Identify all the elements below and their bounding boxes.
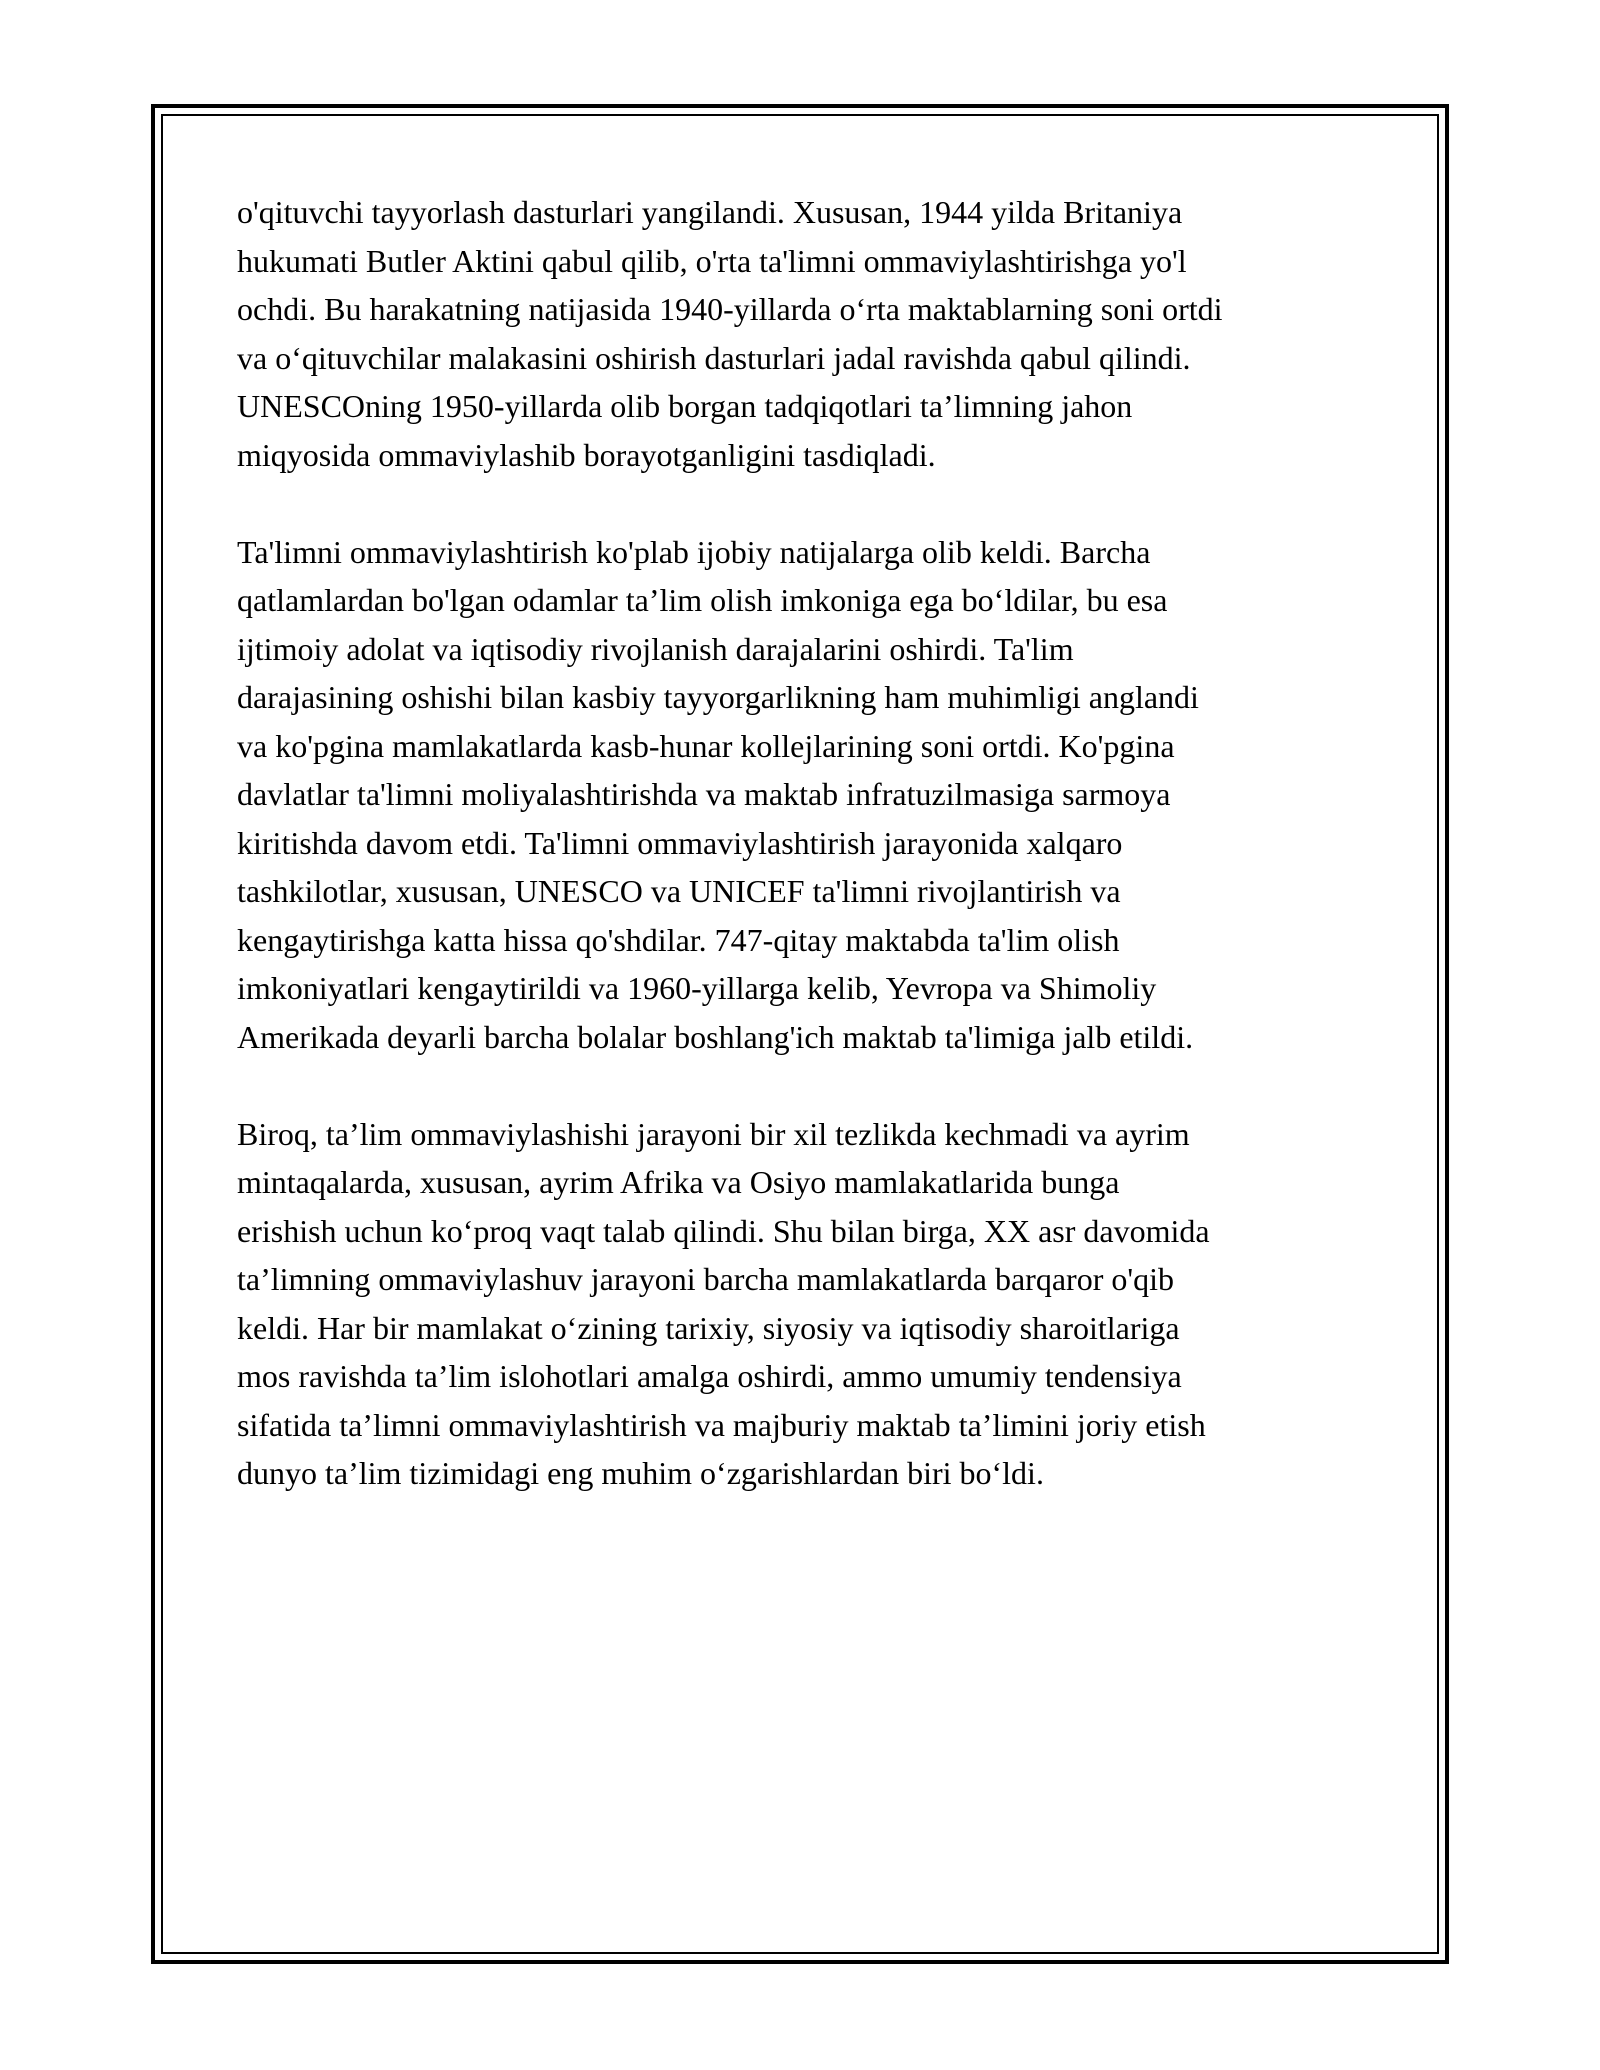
document-body xyxy=(237,188,1387,1546)
text-line: Ta'limni ommaviylashtirish ko'plab ijobiy natijalarga olib keldi. Barcha xyxy=(237,533,1151,570)
text-line: davlatlar ta'limni moliyalashtirishda va maktab infratuzilmasiga sarmoya xyxy=(237,776,1171,812)
text-line: Biroq, ta’lim ommaviylashishi jarayoni bir xil tezlikda kechmadi va ayrim xyxy=(237,1115,1190,1152)
text-line: mos ravishda ta’lim islohotlari amalga oshirdi, ammo umumiy tendensiya xyxy=(237,1358,1182,1394)
text-line: ochdi. Bu harakatning natijasida 1940-yillarda o‘rta maktablarning soni ortdi xyxy=(237,291,1223,327)
text-line: darajasining oshishi bilan kasbiy tayyorgarlikning ham muhimligi anglandi xyxy=(237,679,1199,715)
text-line: UNESCOning 1950-yillarda olib borgan tadqiqotlari ta’limning jahon xyxy=(237,388,1133,424)
text-line: va o‘qituvchilar malakasini oshirish dasturlari jadal ravishda qabul qilindi. xyxy=(237,339,1191,376)
text-line: erishish uchun ko‘proq vaqt talab qilindi. Shu bilan birga, XX asr davomida xyxy=(237,1212,1210,1249)
text-line: mintaqalarda, xususan, ayrim Afrika va Osiyo mamlakatlarida bunga xyxy=(237,1164,1120,1200)
text-line: ta’limning ommaviylashuv jarayoni barcha mamlakatlarda barqaror o'qib xyxy=(237,1261,1174,1297)
paragraph-1 xyxy=(237,188,1387,479)
text-line: Amerikada deyarli barcha bolalar boshlang'ich maktab ta'limiga jalb etildi. xyxy=(237,1018,1194,1055)
text-line: keldi. Har bir mamlakat o‘zining tarixiy, siyosiy va iqtisodiy sharoitlariga xyxy=(237,1309,1180,1346)
text-line: kiritishda davom etdi. Ta'limni ommaviylashtirish jarayonida xalqaro xyxy=(237,824,1123,861)
text-line: miqyosida ommaviylashib borayotganligini tasdiqladi. xyxy=(237,436,936,473)
paragraph-2 xyxy=(237,528,1387,1062)
text-line: tashkilotlar, xususan, UNESCO va UNICEF ta'limni rivojlantirish va xyxy=(237,873,1121,909)
paragraph-3 xyxy=(237,1110,1387,1498)
text-line: va ko'pgina mamlakatlarda kasb-hunar kollejlarining soni ortdi. Ko'pgina xyxy=(237,727,1175,764)
text-line: imkoniyatlari kengaytirildi va 1960-yillarga kelib, Yevropa va Shimoliy xyxy=(237,970,1157,1006)
text-line: qatlamlardan bo'lgan odamlar ta’lim olish imkoniga ega bo‘ldilar, bu esa xyxy=(237,582,1168,618)
text-line: o'qituvchi tayyorlash dasturlari yangilandi. Xususan, 1944 yilda Britaniya xyxy=(237,194,1183,230)
text-line: dunyo ta’lim tizimidagi eng muhim o‘zgarishlardan biri bo‘ldi. xyxy=(237,1455,1044,1491)
text-line: ijtimoiy adolat va iqtisodiy rivojlanish darajalarini oshirdi. Ta'lim xyxy=(237,630,1074,667)
text-line: sifatida ta’limni ommaviylashtirish va majburiy maktab ta’limini joriy etish xyxy=(237,1406,1206,1443)
text-line: kengaytirishga katta hissa qo'shdilar. 747-qitay maktabda ta'lim olish xyxy=(237,921,1120,958)
text-line: hukumati Butler Aktini qabul qilib, o'rta ta'limni ommaviylashtirishga yo'l xyxy=(237,242,1187,279)
